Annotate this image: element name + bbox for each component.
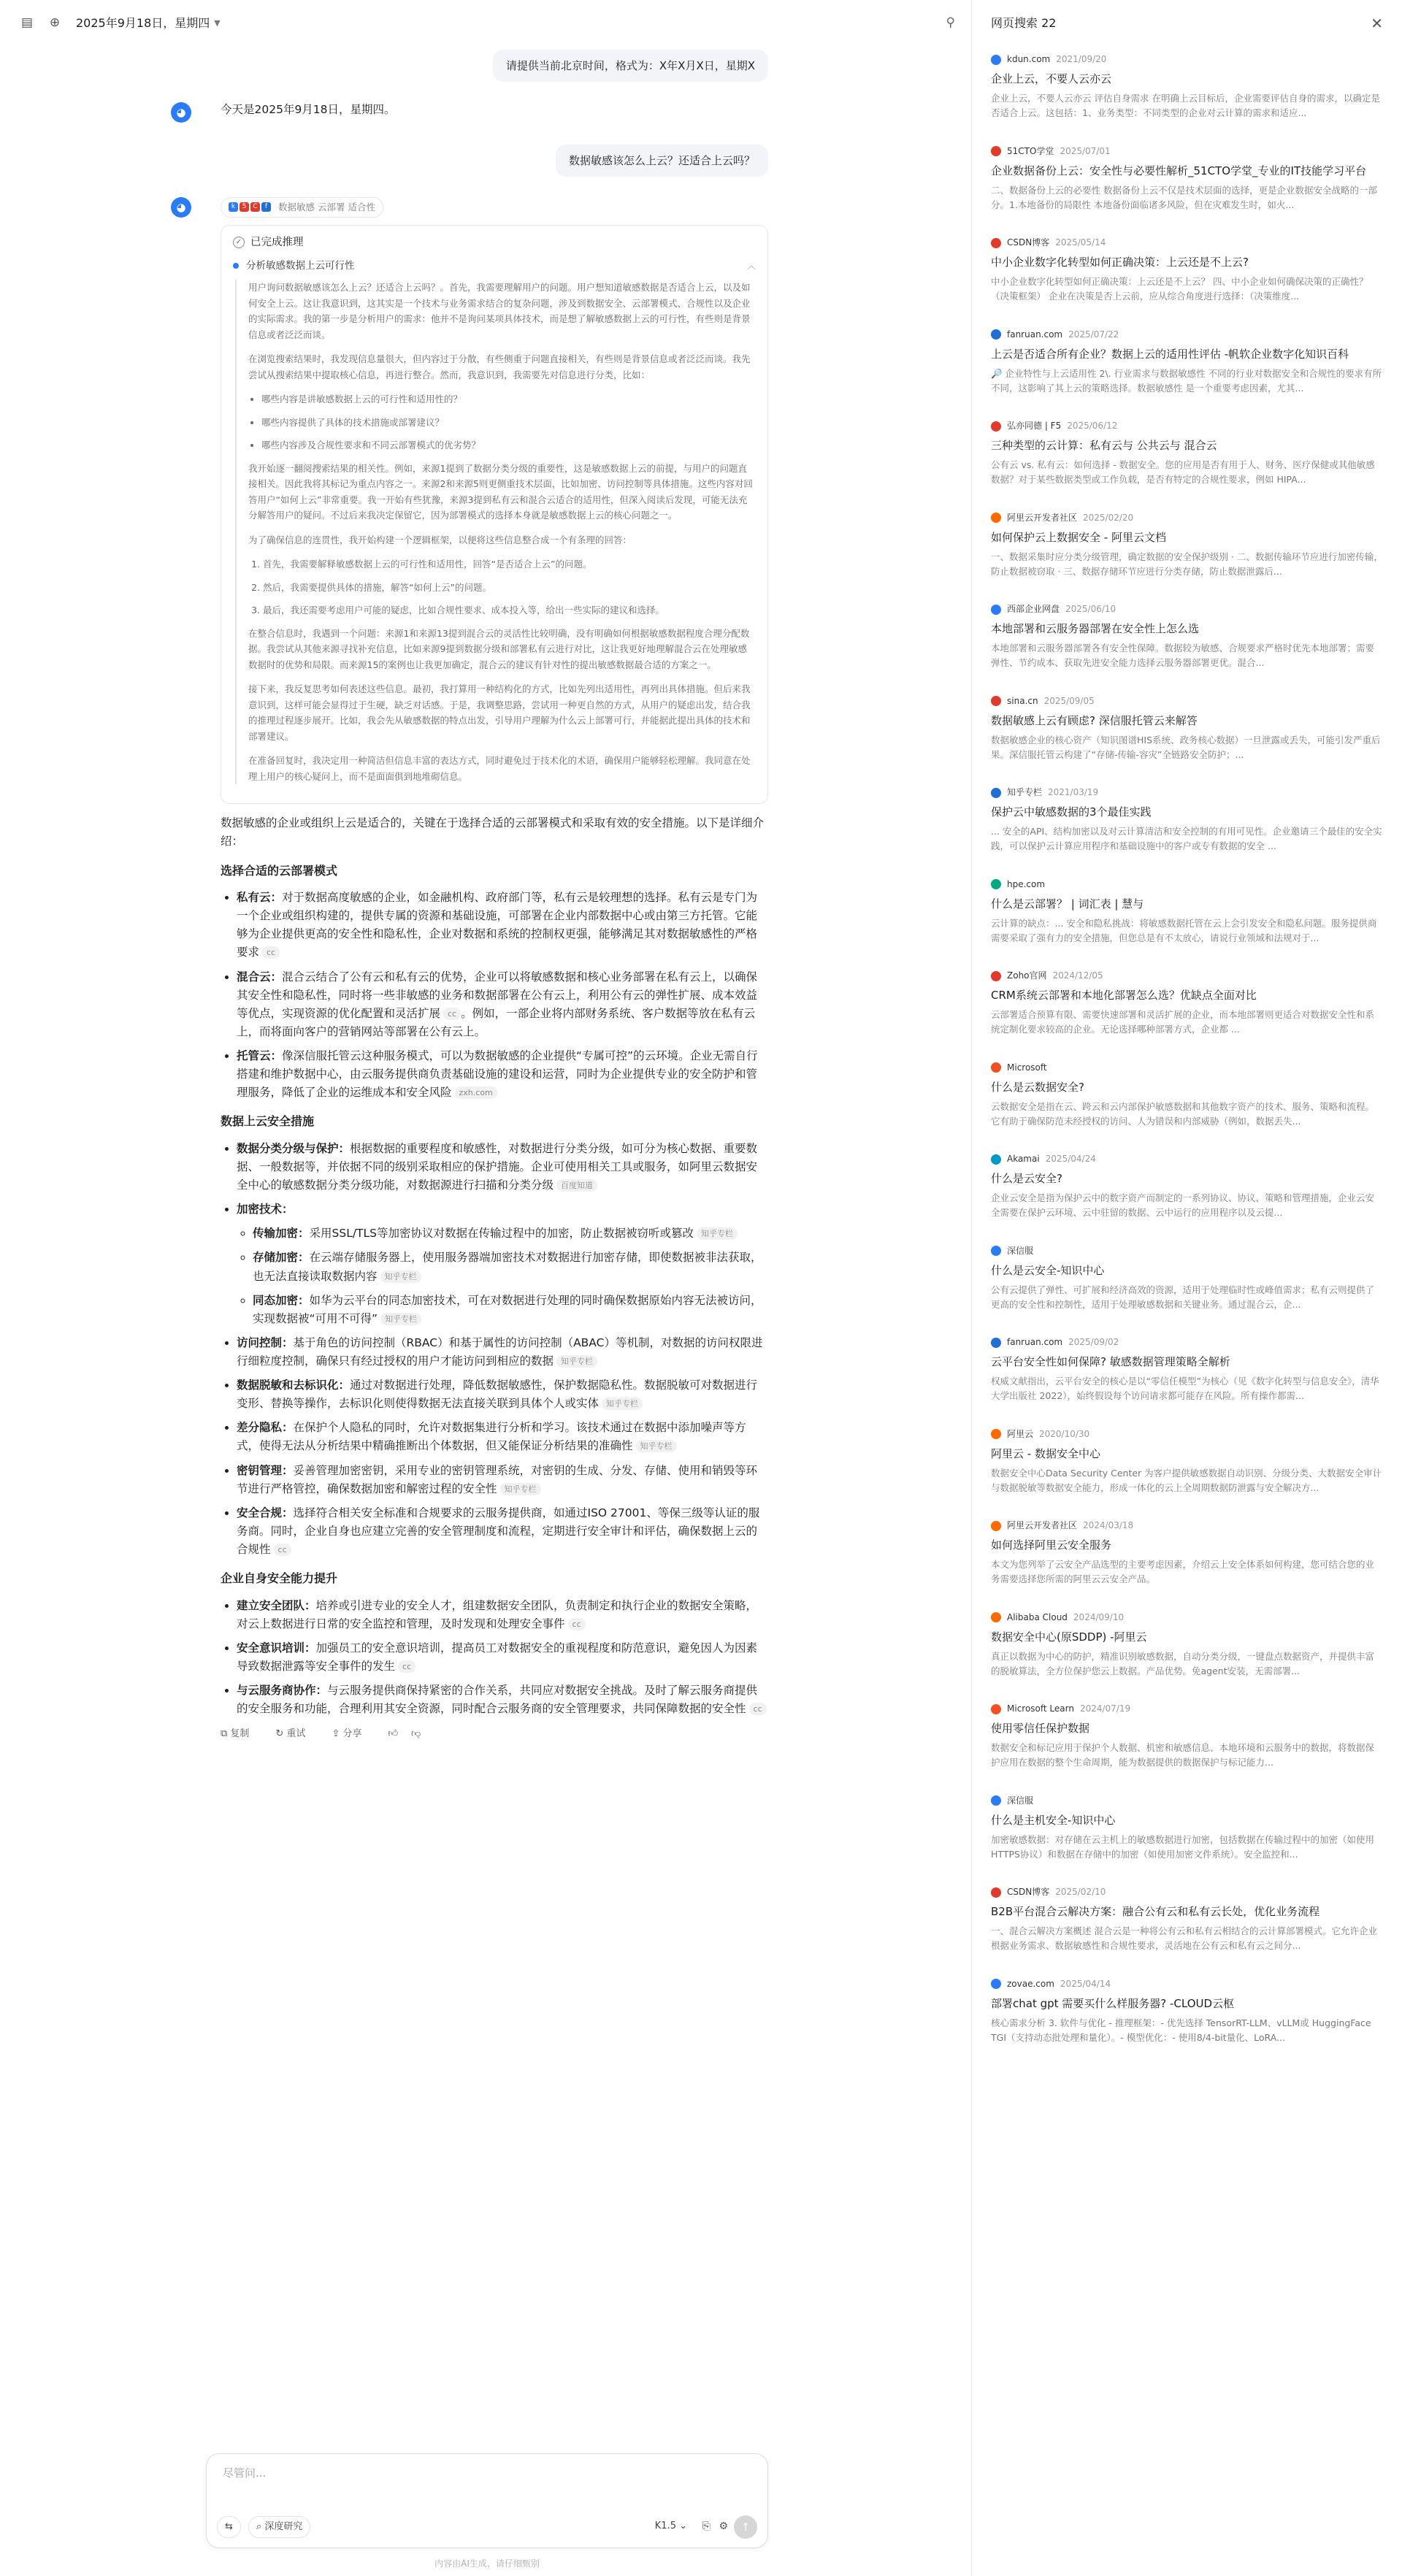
citation-badge[interactable]: cc	[443, 1008, 461, 1020]
reasoning-paragraph: 为了确保信息的连贯性，我开始构建一个逻辑框架，以便将这些信息整合成一个有条理的回答：	[248, 534, 632, 545]
result-site: Alibaba Cloud	[1007, 1611, 1068, 1622]
site-favicon-icon	[991, 971, 1001, 981]
citation-badge[interactable]: 知乎专栏	[697, 1227, 738, 1240]
item-text: 基于角色的访问控制（RBAC）和基于属性的访问控制（ABAC）等机制，对数据的访问权限进行细粒度控制，确保只有经过授权的用户才能访问到相应的数据	[237, 1335, 763, 1368]
search-result-item[interactable]	[991, 1238, 1383, 1330]
result-site: CSDN博客	[1007, 237, 1050, 248]
result-date: 2025/06/12	[1067, 421, 1118, 431]
result-source	[991, 328, 1383, 342]
reasoning-step[interactable]	[233, 258, 756, 275]
send-button[interactable]	[734, 2515, 757, 2539]
search-result-item[interactable]	[991, 505, 1383, 597]
panel-title: 网页搜索 22	[991, 16, 1057, 31]
result-snippet: 云计算的缺点：... 安全和隐私挑战：将敏感数据托管在云上会引发安全和隐私问题。服务提供商需要采取了强有力的安全措施，但您总是有不太放心，请说行业领域和法规对于...	[991, 917, 1377, 943]
result-site: Microsoft	[1007, 1062, 1047, 1073]
result-site: hpe.com	[1007, 878, 1046, 889]
search-result-item[interactable]	[991, 1422, 1383, 1514]
result-source	[991, 236, 1383, 250]
result-title[interactable]: 什么是云安全?	[991, 1172, 1062, 1186]
result-title[interactable]: 什么是云数据安全?	[991, 1080, 1084, 1094]
result-site: Microsoft Learn	[1007, 1703, 1074, 1714]
deep-research-label: 深度研究	[264, 2521, 303, 2532]
item-text: 在云端存储服务器上，使用服务器端加密技术对数据进行加密存储，即使数据被非法获取，也无法直接读取数据内容	[253, 1251, 762, 1283]
result-title[interactable]: 什么是云安全-知识中心	[991, 1263, 1105, 1277]
chevron-up-icon[interactable]: ︿	[746, 260, 756, 271]
result-site: 深信服	[1007, 1245, 1034, 1256]
message-composer	[206, 2453, 768, 2548]
result-snippet: 一、数据采集时应分类分级管理，确定数据的安全保护级别 · 二、数据传输环节应进行加密传输，防止数据被窃取 · 三、数据存储环节应进行分类存储，防止数据泄露后...	[991, 551, 1383, 577]
thumbs-up-icon[interactable]: 👍︎	[388, 1728, 399, 1740]
site-favicon-icon	[991, 1612, 1001, 1622]
favicon-icon: C	[250, 202, 260, 212]
result-title[interactable]: B2B平台混合云解决方案：融合公有云和私有云长处，优化业务流程	[991, 1905, 1320, 1919]
item-text: 培养或引进专业的安全人才，组建数据安全团队，负责制定和执行企业的数据安全策略，对云上数据进行日常的安全监控和管理，及时发现和处理安全事件	[237, 1598, 758, 1630]
share-button[interactable]: ⇪ 分享	[332, 1728, 362, 1740]
result-snippet: 企业上云，不要人云亦云 评估自身需求 在明确上云目标后，企业需要评估自身的需求，以确定是否适合上云。这包括：1、业务类型：不同类型的企业对云计算的需求和适应...	[991, 93, 1380, 119]
tools-button[interactable]	[217, 2516, 241, 2538]
item-term: 与云服务商协作：	[237, 1684, 328, 1698]
list-item	[237, 1334, 768, 1371]
site-favicon-icon	[991, 1704, 1001, 1714]
result-title[interactable]: 什么是主机安全-知识中心	[991, 1813, 1116, 1827]
reasoning-paragraph: 用户询问数据敏感该怎么上云？还适合上云吗？。首先，我需要理解用户的问题。用户想知道敏感数据是否适合上云，以及如何安全上云。这让我意识到，这其实是一个技术与业务需求结合的复杂问题，涉及到数据安全、云部署模式、合规性以及企业的实际需求。我的第一步是分析用户的需求：他并不是询问某项具体技术，而是想了解敏感数据上云的可行性，有些则是背景信息或者泛泛而谈。	[248, 282, 751, 340]
result-site: Zoho官网	[1007, 970, 1047, 981]
result-site: Akamai	[1007, 1154, 1040, 1164]
result-title[interactable]: 什么是云部署？ | 词汇表 | 慧与	[991, 897, 1144, 911]
site-favicon-icon	[991, 55, 1001, 65]
site-favicon-icon	[991, 1246, 1001, 1256]
item-text: 像深信服托管云这种服务模式，可以为数据敏感的企业提供“专属可控”的云环境。企业无需自行搭建和维护数据中心，由云服务提供商负责基础设施的建设和运营，同时为企业提供专业的安全防护和管理服务，降低了企业的运维成本和安全风险	[237, 1049, 758, 1100]
search-result-item[interactable]	[991, 597, 1383, 689]
result-source	[991, 1519, 1383, 1533]
list-item: 3. 最后，我还需要考虑用户可能的疑虑，比如合规性要求、成本投入等，给出一些实际的建议和选择。	[263, 602, 756, 618]
retry-label: 重试	[286, 1728, 306, 1740]
result-title[interactable]: 上云是否适合所有企业？数据上云的适用性评估 -帆软企业数字化知识百科	[991, 347, 1349, 361]
search-result-item[interactable]	[991, 689, 1383, 781]
citation-badge[interactable]: cc	[568, 1618, 586, 1630]
result-source	[991, 1427, 1383, 1441]
item-text: 混合云结合了公有云和私有云的优势，企业可以将敏感数据和核心业务部署在私有云上，以确保其安全性和隐私性，同时将一些非敏感的业务和数据部署在公有云上，利用公有云的弹性扩展、成本效益等优点，实现资源的优化配置和灵活扩展	[237, 970, 758, 1020]
site-favicon-icon	[991, 1429, 1001, 1439]
result-date: 2021/03/19	[1048, 787, 1099, 797]
result-source	[991, 1977, 1383, 1991]
arrow-up-icon: ↑	[740, 2521, 751, 2534]
result-source	[991, 1335, 1383, 1349]
result-snippet: 权威文献指出，云平台安全的核心是以“零信任模型”为核心（见《数字化转型与信息安全》，清华大学出版社 2022），始终假设每个访问请求都可能存在风险。所有操作都需...	[991, 1376, 1379, 1402]
site-favicon-icon	[991, 788, 1001, 798]
result-site: zovae.com	[1007, 1978, 1054, 1989]
section-heading: 数据上云安全措施	[221, 1114, 315, 1129]
site-favicon-icon	[991, 1795, 1001, 1806]
reasoning-panel	[221, 225, 768, 805]
result-date: 2025/07/22	[1068, 329, 1119, 340]
item-term: 托管云：	[237, 1049, 283, 1062]
favicon-icon: 5	[240, 202, 249, 212]
search-result-item[interactable]	[991, 1696, 1383, 1788]
result-date: 2025/04/24	[1045, 1154, 1096, 1164]
reasoning-paragraph: 在浏览搜索结果时，我发现信息量很大，但内容过于分散，有些侧重于问题直接相关，有些则是背景信息或者泛泛而谈。我先尝试从搜索结果中提取核心信息，再进行整合。然而，我意识到，我需要先对信息进行分类，比如：	[248, 353, 751, 380]
search-sources-chip[interactable]	[221, 197, 383, 218]
user-message	[206, 145, 768, 177]
item-text: 选择符合相关安全标准和合规要求的云服务提供商，如通过ISO 27001、等保三级等认证的服务商。同时，企业自身也应建立完善的安全管理制度和流程，定期进行安全审计和评估，确保数据上云的合规性	[237, 1506, 760, 1556]
result-date: 2024/07/19	[1079, 1703, 1131, 1714]
item-term: 加密技术：	[237, 1203, 294, 1216]
model-selector[interactable]: K1.5 ⌄	[654, 2521, 687, 2532]
item-term: 存储加密：	[253, 1251, 310, 1265]
research-icon: ⌕	[256, 2521, 262, 2532]
result-date: 2020/10/30	[1039, 1428, 1090, 1439]
result-title[interactable]: 数据敏感上云有顾虑? 深信服托管云来解答	[991, 713, 1198, 727]
item-term: 传输加密：	[253, 1227, 310, 1241]
result-date: 2024/12/05	[1052, 970, 1103, 981]
message-actions	[221, 1727, 768, 1742]
result-date: 2024/09/10	[1073, 1611, 1125, 1622]
result-site: fanruan.com	[1007, 329, 1063, 340]
result-date: 2025/06/10	[1065, 604, 1116, 614]
result-source	[991, 1152, 1383, 1166]
result-date: 2025/07/01	[1060, 145, 1111, 156]
result-date: 2021/09/20	[1056, 54, 1107, 64]
item-term: 访问控制：	[237, 1335, 294, 1349]
search-result-item[interactable]	[991, 322, 1383, 414]
search-result-item[interactable]	[991, 230, 1383, 322]
reasoning-body	[235, 280, 756, 784]
site-favicon-icon	[991, 1338, 1001, 1348]
result-title[interactable]: 企业上云，不要人云亦云	[991, 72, 1112, 86]
item-text: 采用SSL/TLS等加密协议对数据在传输过程中的加密，防止数据被窃听或篡改	[309, 1227, 694, 1241]
result-snippet: 中小企业数字化转型如何正确决策：上云还是不上云？ 四、中小企业如何确保决策的正确性？（决策框架） 企业在决策是否上云前，应从综合角度进行选择：（决策维度...	[991, 276, 1368, 302]
search-result-item[interactable]	[991, 47, 1383, 139]
result-snippet: 云部署适合预算有限、需要快速部署和灵活扩展的企业，而本地部署则更适合对数据安全性和系统定制化要求较高的企业。无论选择哪种部署方式，企业都 ...	[991, 1009, 1375, 1035]
result-source	[991, 878, 1383, 892]
result-source	[991, 1244, 1383, 1258]
user-bubble: 数据敏感该怎么上云？还适合上云吗？	[556, 145, 768, 177]
item-text: 对于数据高度敏感的企业，如金融机构、政府部门等，私有云是较理想的选择。私有云是专门为一个企业或组织构建的，提供专属的资源和基础设施，可部署在企业内部数据中心或由第三方托管。它能够为企业提供更高的安全性和隐私性，企业对数据和系统的控制权更强，能够满足其对数据敏感性的严格要求	[237, 891, 758, 959]
result-snippet: 公有云 vs. 私有云：如何选择 - 数据安全。您的应用是否有用于人、财务、医疗保健或其他敏感数据？对于某些数据类型或工作负载，是否有特定的合规性要求，例如 HIPA...	[991, 459, 1375, 486]
favicon-icon: k	[229, 202, 238, 212]
result-source	[991, 419, 1383, 433]
reasoning-header[interactable]	[233, 234, 756, 251]
pin-icon[interactable]: ⚲	[946, 15, 955, 30]
result-snippet: 二、数据备份上云的必要性 数据备份上云不仅是技术层面的选择，更是企业数据安全战略的一部分。1.本地备份的局限性 本地备份面临诸多风险，但在灾难发生时，如火...	[991, 184, 1377, 210]
result-site: CSDN博客	[1007, 1887, 1050, 1897]
item-term: 数据分类分级与保护：	[237, 1141, 350, 1155]
list-item	[237, 1047, 768, 1102]
deep-research-button[interactable]	[248, 2516, 310, 2538]
result-title[interactable]: 保护云中敏感数据的3个最佳实践	[991, 805, 1152, 819]
list-item	[237, 889, 768, 962]
search-result-item[interactable]	[991, 1055, 1383, 1147]
result-date: 2025/09/02	[1068, 1337, 1119, 1347]
result-source	[991, 1061, 1383, 1075]
site-favicon-icon	[991, 1154, 1001, 1165]
result-snippet: 本地部署和云服务器部署各有安全性保障。数据较为敏感、合规要求严格时优先本地部署；需要弹性、节约成本、获取先进安全能力选择云服务器部署更优。混合...	[991, 643, 1375, 669]
result-snippet: 云数据安全是指在云、跨云和云内部保护敏感数据和其他数字资产的技术、服务、策略和流程。它有助于确保防范未经授权的访问、人为错误和内部威胁（例如，数据丢失...	[991, 1100, 1375, 1127]
site-favicon-icon	[991, 1979, 1001, 1989]
result-site: kdun.com	[1007, 54, 1051, 64]
search-result-item[interactable]	[991, 872, 1383, 964]
search-result-item[interactable]	[991, 1971, 1383, 2063]
site-favicon-icon	[991, 1062, 1001, 1073]
site-favicon-icon	[991, 1887, 1001, 1898]
result-site: 阿里云开发者社区	[1007, 1520, 1078, 1530]
search-result-item[interactable]	[991, 780, 1383, 872]
reasoning-status: 已完成推理	[250, 236, 304, 248]
share-label: 分享	[342, 1728, 362, 1740]
answer-intro: 数据敏感的企业或组织上云是适合的，关键在于选择合适的云部署模式和采取有效的安全措施。以下是详细介绍：	[221, 816, 765, 848]
item-text: 加强员工的安全意识培训，提高员工对数据安全的重视程度和防范意识，避免因人为因素导致数据泄露等安全事件的发生	[237, 1641, 758, 1673]
item-term: 同态加密：	[253, 1293, 310, 1307]
result-title[interactable]: 部署chat gpt 需要买什么样服务器? -CLOUD云枢	[991, 1996, 1235, 2010]
copy-label: 复制	[230, 1728, 250, 1740]
search-result-item[interactable]	[991, 963, 1383, 1055]
result-title[interactable]: 如何保护云上数据安全 - 阿里云文档	[991, 530, 1166, 544]
step-dot-icon	[233, 263, 239, 269]
list-item	[237, 1597, 768, 1633]
user-bubble: 请提供当前北京时间，格式为：X年X月X日，星期X	[493, 50, 768, 82]
list-item	[237, 1376, 768, 1413]
item-text: 在保护个人隐私的同时，允许对数据集进行分析和学习。该技术通过在数据中添加噪声等方式，使得无法从分析结果中精确推断出个体数据，但又能保证分析结果的准确性	[237, 1421, 746, 1453]
result-snippet: 数据敏感企业的核心资产（知识图谱HIS系统、政务核心数据）一旦泄露或丢失，可能引发严重后果。深信服托管云构建了“存储-传输-容灾”全链路安全防护；...	[991, 734, 1381, 760]
result-source	[991, 1702, 1383, 1716]
list-item: 2. 然后，我需要提供具体的措施，解答“如何上云”的问题。	[263, 580, 756, 596]
list-item	[253, 1224, 768, 1243]
result-site: 西部企业网盘	[1007, 604, 1060, 614]
result-snippet: 加密敏感数据：对存储在云主机上的敏感数据进行加密，包括数据在传输过程中的加密（如使用HTTPS协议）和数据在存储中的加密（如使用加密文件系统）。安全监控和...	[991, 1833, 1375, 1860]
result-title[interactable]: 企业数据备份上云：安全性与必要性解析_51CTO学堂_专业的IT技能学习平台	[991, 164, 1367, 177]
result-snippet: ... 安全的API、结构加密以及对云计算清洁和安全控制的有用可见性。企业邀请三个最佳的安全实践，可以保护云计算应用程序和基础设施中的客户或专有数据的安全 ...	[991, 826, 1382, 852]
search-results-list	[972, 47, 1402, 2063]
item-text: 。例如，一部企业将内部财务系统、客户数据等放在私有云上，而将面向客户的营销网站等部署在公有云上。	[237, 1006, 756, 1038]
list-item	[237, 1419, 768, 1455]
assistant-text: 今天是2025年9月18日，星期四。	[221, 103, 396, 116]
chat-title[interactable]: 2025年9月18日，星期四	[76, 16, 210, 31]
result-snippet: 企业云安全是指为保护云中的数字资产而制定的一系列协议、协议、策略和管理措施，企业云安全需要在保护云环境、云中驻留的数据、云中运行的应用程序以及云提...	[991, 1192, 1375, 1219]
list-item: • 哪些内容是讲敏感数据上云的可行性和适用性的？	[261, 391, 756, 407]
result-source	[991, 1611, 1383, 1625]
result-site: 阿里云	[1007, 1428, 1034, 1439]
sidebar-toggle-icon[interactable]: ▤	[20, 15, 34, 31]
site-favicon-icon	[991, 421, 1001, 432]
citation-badge[interactable]: cc	[749, 1703, 767, 1715]
citation-badge[interactable]: 知乎专栏	[636, 1440, 677, 1452]
site-favicon-icon	[991, 605, 1001, 615]
result-source	[991, 694, 1383, 708]
search-result-item[interactable]	[991, 1330, 1383, 1422]
search-result-item[interactable]	[991, 139, 1383, 231]
assistant-message	[176, 196, 768, 1742]
item-text: 通过对数据进行处理，降低数据敏感性，保护数据隐私性。数据脱敏可对数据进行变形、替换等操作，去标识化则使得数据无法直接关联到具体个人或实体	[237, 1379, 758, 1411]
result-site: 深信服	[1007, 1795, 1034, 1806]
result-snippet: 数据安全和标记应用于保护个人数据、机密和敏感信息、本地环境和云服务中的数据，将数据保护应用在数据的整个生命周期，能为数据提供的数据保护与标记能力...	[991, 1742, 1375, 1768]
result-source	[991, 145, 1383, 158]
search-result-item[interactable]	[991, 1605, 1383, 1697]
result-date: 2024/03/18	[1083, 1520, 1134, 1530]
search-results-panel	[971, 0, 1402, 2576]
search-result-item[interactable]	[991, 1788, 1383, 1880]
list-item	[237, 1682, 768, 1718]
citation-badge[interactable]: 知乎专栏	[380, 1270, 421, 1283]
attach-icon[interactable]: ⎘	[702, 2520, 710, 2532]
result-title[interactable]: CRM系统云部署和本地化部署怎么选？优缺点全面对比	[991, 989, 1257, 1003]
result-snippet: 核心需求分析 3. 软件与优化 - 推理框架：- 优先选择 TensorRT-LLM、vLLM或 HuggingFace TGI（支持动态批处理和量化）。- 模型优化：- 使用8/4-bit量化、LoRA...	[991, 2017, 1371, 2043]
item-term: 差分隐私：	[237, 1421, 294, 1435]
result-site: 知乎专栏	[1007, 787, 1043, 797]
list-item: • 哪些内容涉及合规性要求和不同云部署模式的优劣势？	[261, 437, 756, 453]
result-title[interactable]: 阿里云 - 数据安全中心	[991, 1446, 1100, 1460]
source-favicons	[229, 202, 272, 212]
result-date: 2025/04/14	[1060, 1978, 1111, 1989]
result-date: 2025/05/14	[1055, 237, 1106, 248]
result-source	[991, 602, 1383, 616]
list-item	[253, 1249, 768, 1285]
search-result-item[interactable]	[991, 1879, 1383, 1971]
citation-badge[interactable]: 百度知道	[556, 1179, 597, 1192]
list-item	[253, 1292, 768, 1328]
site-favicon-icon	[991, 238, 1001, 248]
settings-icon[interactable]: ⚙	[719, 2520, 728, 2532]
capability-list	[237, 1597, 768, 1719]
site-favicon-icon	[991, 696, 1001, 706]
citation-badge[interactable]: cc	[262, 946, 280, 959]
list-item	[237, 1462, 768, 1498]
result-source	[991, 786, 1383, 800]
result-title[interactable]: 中小企业数字化转型如何正确决策：上云还是不上云?	[991, 256, 1249, 269]
citation-badge[interactable]: 知乎专栏	[602, 1398, 643, 1410]
item-term: 安全合规：	[237, 1506, 294, 1519]
site-favicon-icon	[991, 329, 1001, 340]
result-date: 2025/09/05	[1043, 695, 1095, 706]
site-favicon-icon	[991, 1521, 1001, 1531]
message-input[interactable]: 尽管问...	[223, 2466, 267, 2480]
result-snippet: 一、混合云解决方案概述 混合云是一种将公有云和私有云相结合的云计算部署模式。它允许企业根据业务需求、数据敏感性和合规性要求，灵活地在公有云和私有云之间分...	[991, 1925, 1377, 1952]
item-term: 数据脱敏和去标识化：	[237, 1379, 350, 1392]
citation-badge[interactable]: 知乎专栏	[500, 1483, 541, 1495]
result-snippet: 真正以数据为中心的防护，精准识别敏感数据，自动分类分级，一键盘点数据资产，并提供丰富的脱敏算法，全方位保护您云上数据。产品优势。免agent安装，无需部署...	[991, 1650, 1375, 1676]
citation-badge[interactable]: zxh.com	[455, 1086, 497, 1099]
item-text: 根据数据的重要程度和敏感性，对数据进行分类分级，如可分为核心数据、重要数据、一般数据等，并依据不同的级别采取相应的保护措施。企业可使用相关工具或服务，如阿里云数据安全中心的敏感数据分类分级功能，对数据源进行扫描和分类分级	[237, 1141, 758, 1192]
list-item	[237, 1639, 768, 1676]
list-item	[237, 1140, 768, 1195]
sub-list	[253, 1224, 768, 1328]
reasoning-step-title: 分析敏感数据上云可行性	[246, 259, 355, 272]
result-title[interactable]: 三种类型的云计算：私有云与 公共云与 混合云	[991, 439, 1217, 453]
result-source	[991, 511, 1383, 525]
citation-badge[interactable]: 知乎专栏	[556, 1355, 597, 1368]
result-site: 阿里云开发者社区	[1007, 512, 1078, 523]
panel-header	[972, 0, 1402, 47]
new-chat-icon[interactable]: ⊕	[49, 15, 61, 31]
assistant-answer	[221, 814, 768, 1718]
search-keywords: 数据敏感 云部署 适合性	[278, 201, 375, 212]
result-date: 2025/02/20	[1083, 512, 1134, 523]
favicon-icon: f	[261, 202, 271, 212]
section-heading: 企业自身安全能力提升	[221, 1571, 338, 1586]
result-site: 51CTO学堂	[1007, 145, 1054, 156]
result-site: fanruan.com	[1007, 1337, 1063, 1347]
reasoning-steps	[263, 556, 756, 618]
assistant-message	[176, 101, 768, 123]
result-title[interactable]: 使用零信任保护数据	[991, 1722, 1090, 1736]
reasoning-paragraph: 我开始逐一翻阅搜索结果的相关性。例如，来源1提到了数据分类分级的重要性，这是敏感数据上云的前提，与用户的问题直接相关。因此我将其标记为重点内容之一。来源2和来源5则更侧重技术层面，比如加密、访问控制等具体措施。这些内容对回答用户“如何上云”非常重要。我一开始有些犹豫，来源3提到私有云和混合云适合的适用性，但深入阅读后发现，可能无法充分解答用户的疑问。不过后来我决定保留它，因为部署模式的选择本身就是敏感数据上云的核心问题之一。	[248, 462, 753, 521]
item-text: 与云服务提供商保持紧密的合作关系，共同应对数据安全挑战。及时了解云服务商提供的安全服务和功能，合理利用其安全资源，同时配合云服务商的安全管理要求，共同保障数据的安全性	[237, 1684, 758, 1716]
list-item: 1. 首先，我需要解释敏感数据上云的可行性和适用性，回答“是否适合上云”的问题。	[263, 556, 756, 572]
site-favicon-icon	[991, 513, 1001, 523]
result-site: sina.cn	[1007, 695, 1038, 706]
result-title[interactable]: 云平台安全性如何保障? 敏感数据管理策略全解析	[991, 1355, 1230, 1369]
section-heading: 选择合适的云部署模式	[221, 863, 338, 878]
result-title[interactable]: 数据安全中心(原SDDP) -阿里云	[991, 1630, 1147, 1644]
result-snippet: 数据安全中心Data Security Center 为客户提供敏感数据自动识别、分级分类、大数据安全审计与数据脱敏等数据安全能力，形成一体化的云上全周期数据防泄露与安全解决方...	[991, 1467, 1382, 1493]
site-favicon-icon	[991, 146, 1001, 156]
search-result-item[interactable]	[991, 1513, 1383, 1605]
item-text: 妥善管理加密密钥，采用专业的密钥管理系统，对密钥的生成、分发、存储、使用和销毁等环节进行严格管控，确保数据加密和解密过程的安全性	[237, 1463, 758, 1495]
ai-disclaimer: 内容由AI生成，请仔细甄别	[434, 2558, 540, 2569]
item-term: 密钥管理：	[237, 1463, 294, 1477]
deploy-list	[237, 889, 768, 1102]
result-title[interactable]: 如何选择阿里云安全服务	[991, 1538, 1112, 1552]
result-source	[991, 969, 1383, 983]
result-title[interactable]: 本地部署和云服务器部署在安全性上怎么选	[991, 622, 1200, 636]
item-term: 混合云：	[237, 970, 283, 984]
list-item: • 哪些内容提供了具体的技术措施或部署建议？	[261, 415, 756, 431]
assistant-avatar-icon: ◕	[171, 102, 191, 123]
citation-badge[interactable]: 知乎专栏	[380, 1313, 421, 1325]
result-snippet: 本文为您列举了云安全产品选型的主要考虑因素，介绍云上安全体系如何构建，您可结合您的业务需要选择您所需的阿里云云安全产品。	[991, 1559, 1375, 1585]
reasoning-icon: ✓	[233, 237, 245, 248]
assistant-avatar-icon: ◕	[171, 197, 191, 218]
tools-icon: ⇆	[225, 2521, 233, 2532]
close-icon[interactable]: ✕	[1371, 15, 1383, 32]
conversation	[176, 50, 768, 1764]
site-favicon-icon	[991, 879, 1001, 889]
list-item	[237, 968, 768, 1041]
copy-button[interactable]: ⧉ 复制	[221, 1728, 250, 1740]
result-site: 弘亦同德 | F5	[1007, 421, 1062, 431]
citation-badge[interactable]: cc	[398, 1660, 415, 1673]
list-item	[237, 1200, 768, 1328]
list-item	[237, 1504, 768, 1559]
reasoning-paragraph: 在整合信息时，我遇到一个问题：来源1和来源13提到混合云的灵活性比较明确，没有明确如何根据敏感数据程度合理分配数据。我尝试从其他来源寻找补充信息，比如来源9提到数据分级和部署私有云进行对比，这让我更好地理解混合云在处理敏感数据时的优势和局限。而来源15的案例也让我更加确定，混合云的建议有针对性的提出敏感数据最合适的方案之一。	[248, 627, 750, 670]
result-snippet: 🔎 企业特性与上云适用性 2\. 行业需求与数据敏感性 不同的行业对数据安全和合规性的要求有所不同，这影响了其上云的策略选择。数据敏感性 是一个重要考虑因素，尤其...	[991, 367, 1382, 394]
retry-button[interactable]: ↻ 重试	[275, 1728, 306, 1740]
thumbs-down-icon[interactable]: 👎︎	[411, 1728, 421, 1740]
top-bar	[0, 0, 971, 47]
search-result-item[interactable]	[991, 413, 1383, 505]
reasoning-bullets	[261, 391, 756, 453]
measures-list	[237, 1140, 768, 1559]
reasoning-paragraph: 在准备回复时，我决定用一种简洁但信息丰富的表达方式，同时避免过于技术化的术语，确保用户能够轻松理解。我同意在处理上用户的核心疑问上，而不是面面俱到地堆砌信息。	[248, 755, 751, 782]
item-term: 安全意识培训：	[237, 1641, 316, 1655]
item-term: 私有云：	[237, 891, 283, 905]
result-source	[991, 53, 1383, 66]
item-term: 建立安全团队：	[237, 1598, 316, 1612]
citation-badge[interactable]: cc	[274, 1544, 291, 1556]
result-source	[991, 1794, 1383, 1808]
user-message	[206, 50, 768, 82]
item-text: 如华为云平台的同态加密技术，可在对数据进行处理的同时确保数据原始内容无法被访问，实现数据被“可用不可得”	[253, 1293, 762, 1325]
model-label: K1.5	[654, 2521, 676, 2532]
result-date: 2025/02/10	[1055, 1887, 1106, 1897]
reasoning-paragraph: 接下来，我反复思考如何表述这些信息。最初，我打算用一种结构化的方式，比如先列出适用性，再列出具体措施。但后来我意识到，这样可能会显得过于生硬，缺乏对话感。于是，我调整思路，尝试用一种更自然的方式，从用户的疑虑出发，结合我的推理过程逐步展开。比如，我会先从敏感数据的特点出发，引导用户理解为什么云上部署可行，并能据此提出具体的技术和部署建议。	[248, 683, 751, 742]
result-snippet: 公有云提供了弹性、可扩展和经济高效的资源，适用于处理临时性或峰值需求；私有云则提供了更高的安全性和控制性，适用于处理敏感数据和关键业务。通过混合云，企...	[991, 1284, 1375, 1310]
search-result-item[interactable]	[991, 1146, 1383, 1238]
chevron-down-icon[interactable]: ▼	[214, 18, 221, 28]
result-source	[991, 1885, 1383, 1899]
